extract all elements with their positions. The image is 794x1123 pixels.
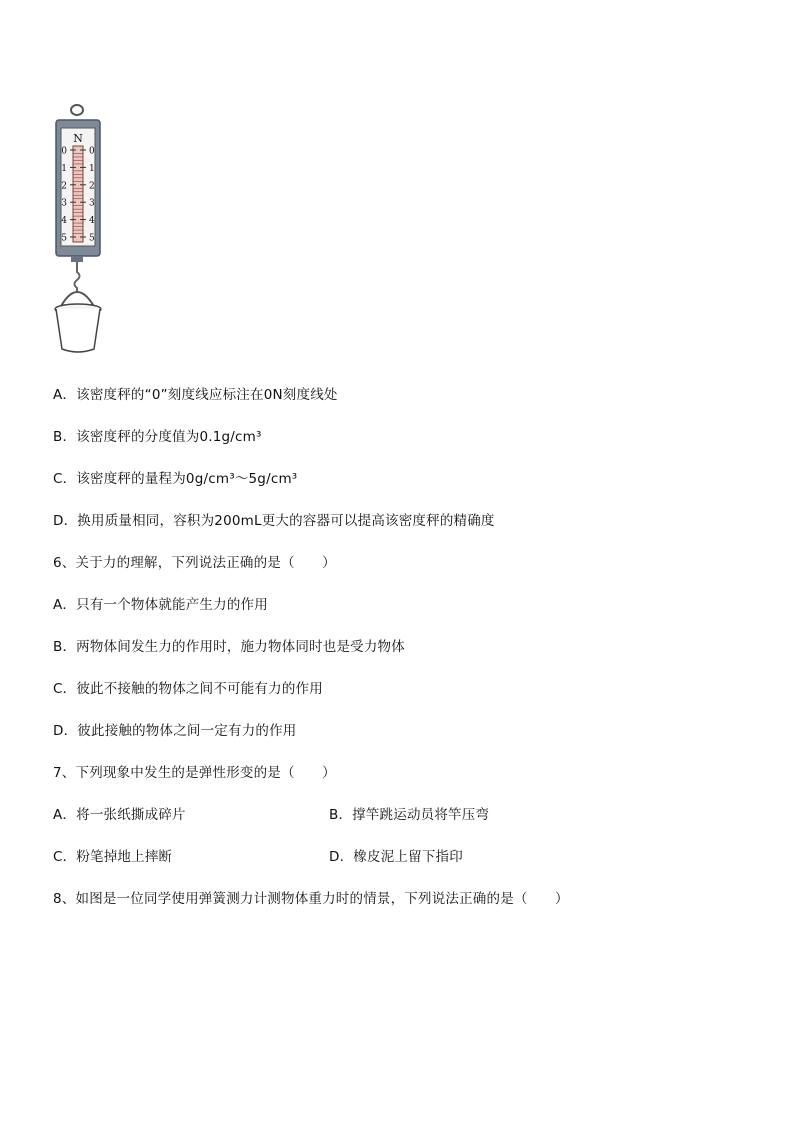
q7-stem: 7、下列现象中发生的是弹性形变的是（ ） [53,765,336,781]
q6-option-d: D．彼此接触的物体之间一定有力的作用 [53,723,297,739]
tick-label: 3 [61,198,67,209]
tick-label: 2 [89,181,95,192]
top-ring [71,105,83,115]
q6-stem: 6、关于力的理解，下列说法正确的是（ ） [53,555,336,571]
q5-option-d: D．换用质量相同，容积为200mL更大的容器可以提高该密度秤的精确度 [53,513,495,529]
q7-option-b: B．撑竿跳运动员将竿压弯 [329,807,490,823]
q7-option-c: C．粉笔掉地上摔断 [53,849,173,865]
tick-label: 5 [61,233,67,244]
q7-option-d: D．橡皮泥上留下指印 [329,849,463,865]
tick-label: 4 [89,216,95,227]
tick-label: 1 [61,163,67,174]
tick-label: 2 [61,181,67,192]
tick-label: 4 [61,216,67,227]
q5-option-a: A．该密度秤的“0”刻度线应标注在0N刻度线处 [53,387,338,403]
spring-scale-illustration [50,102,110,358]
q5-option-c: C．该密度秤的量程为0g/cm³～5g/cm³ [53,471,298,487]
spring-scale-figure [50,102,110,358]
q6-option-a: A．只有一个物体就能产生力的作用 [53,597,268,613]
tick-label: 1 [89,163,95,174]
tick-label: 0 [61,146,67,157]
q6-option-c: C．彼此不接触的物体之间不可能有力的作用 [53,681,323,697]
q6-option-b: B．两物体间发生力的作用时，施力物体同时也是受力物体 [53,639,405,655]
bucket [56,309,100,352]
tick-label: 0 [89,146,95,157]
q5-option-b: B．该密度秤的分度值为0.1g/cm³ [53,429,262,445]
q8-stem: 8、如图是一位同学使用弹簧测力计测物体重力时的情景，下列说法正确的是（ ） [53,891,569,907]
q7-option-a: A．将一张纸撕成碎片 [53,807,186,823]
unit-label: N [73,132,83,145]
hook-base [71,256,83,262]
tick-label: 5 [89,233,95,244]
tick-label: 3 [89,198,95,209]
hook [75,262,80,292]
